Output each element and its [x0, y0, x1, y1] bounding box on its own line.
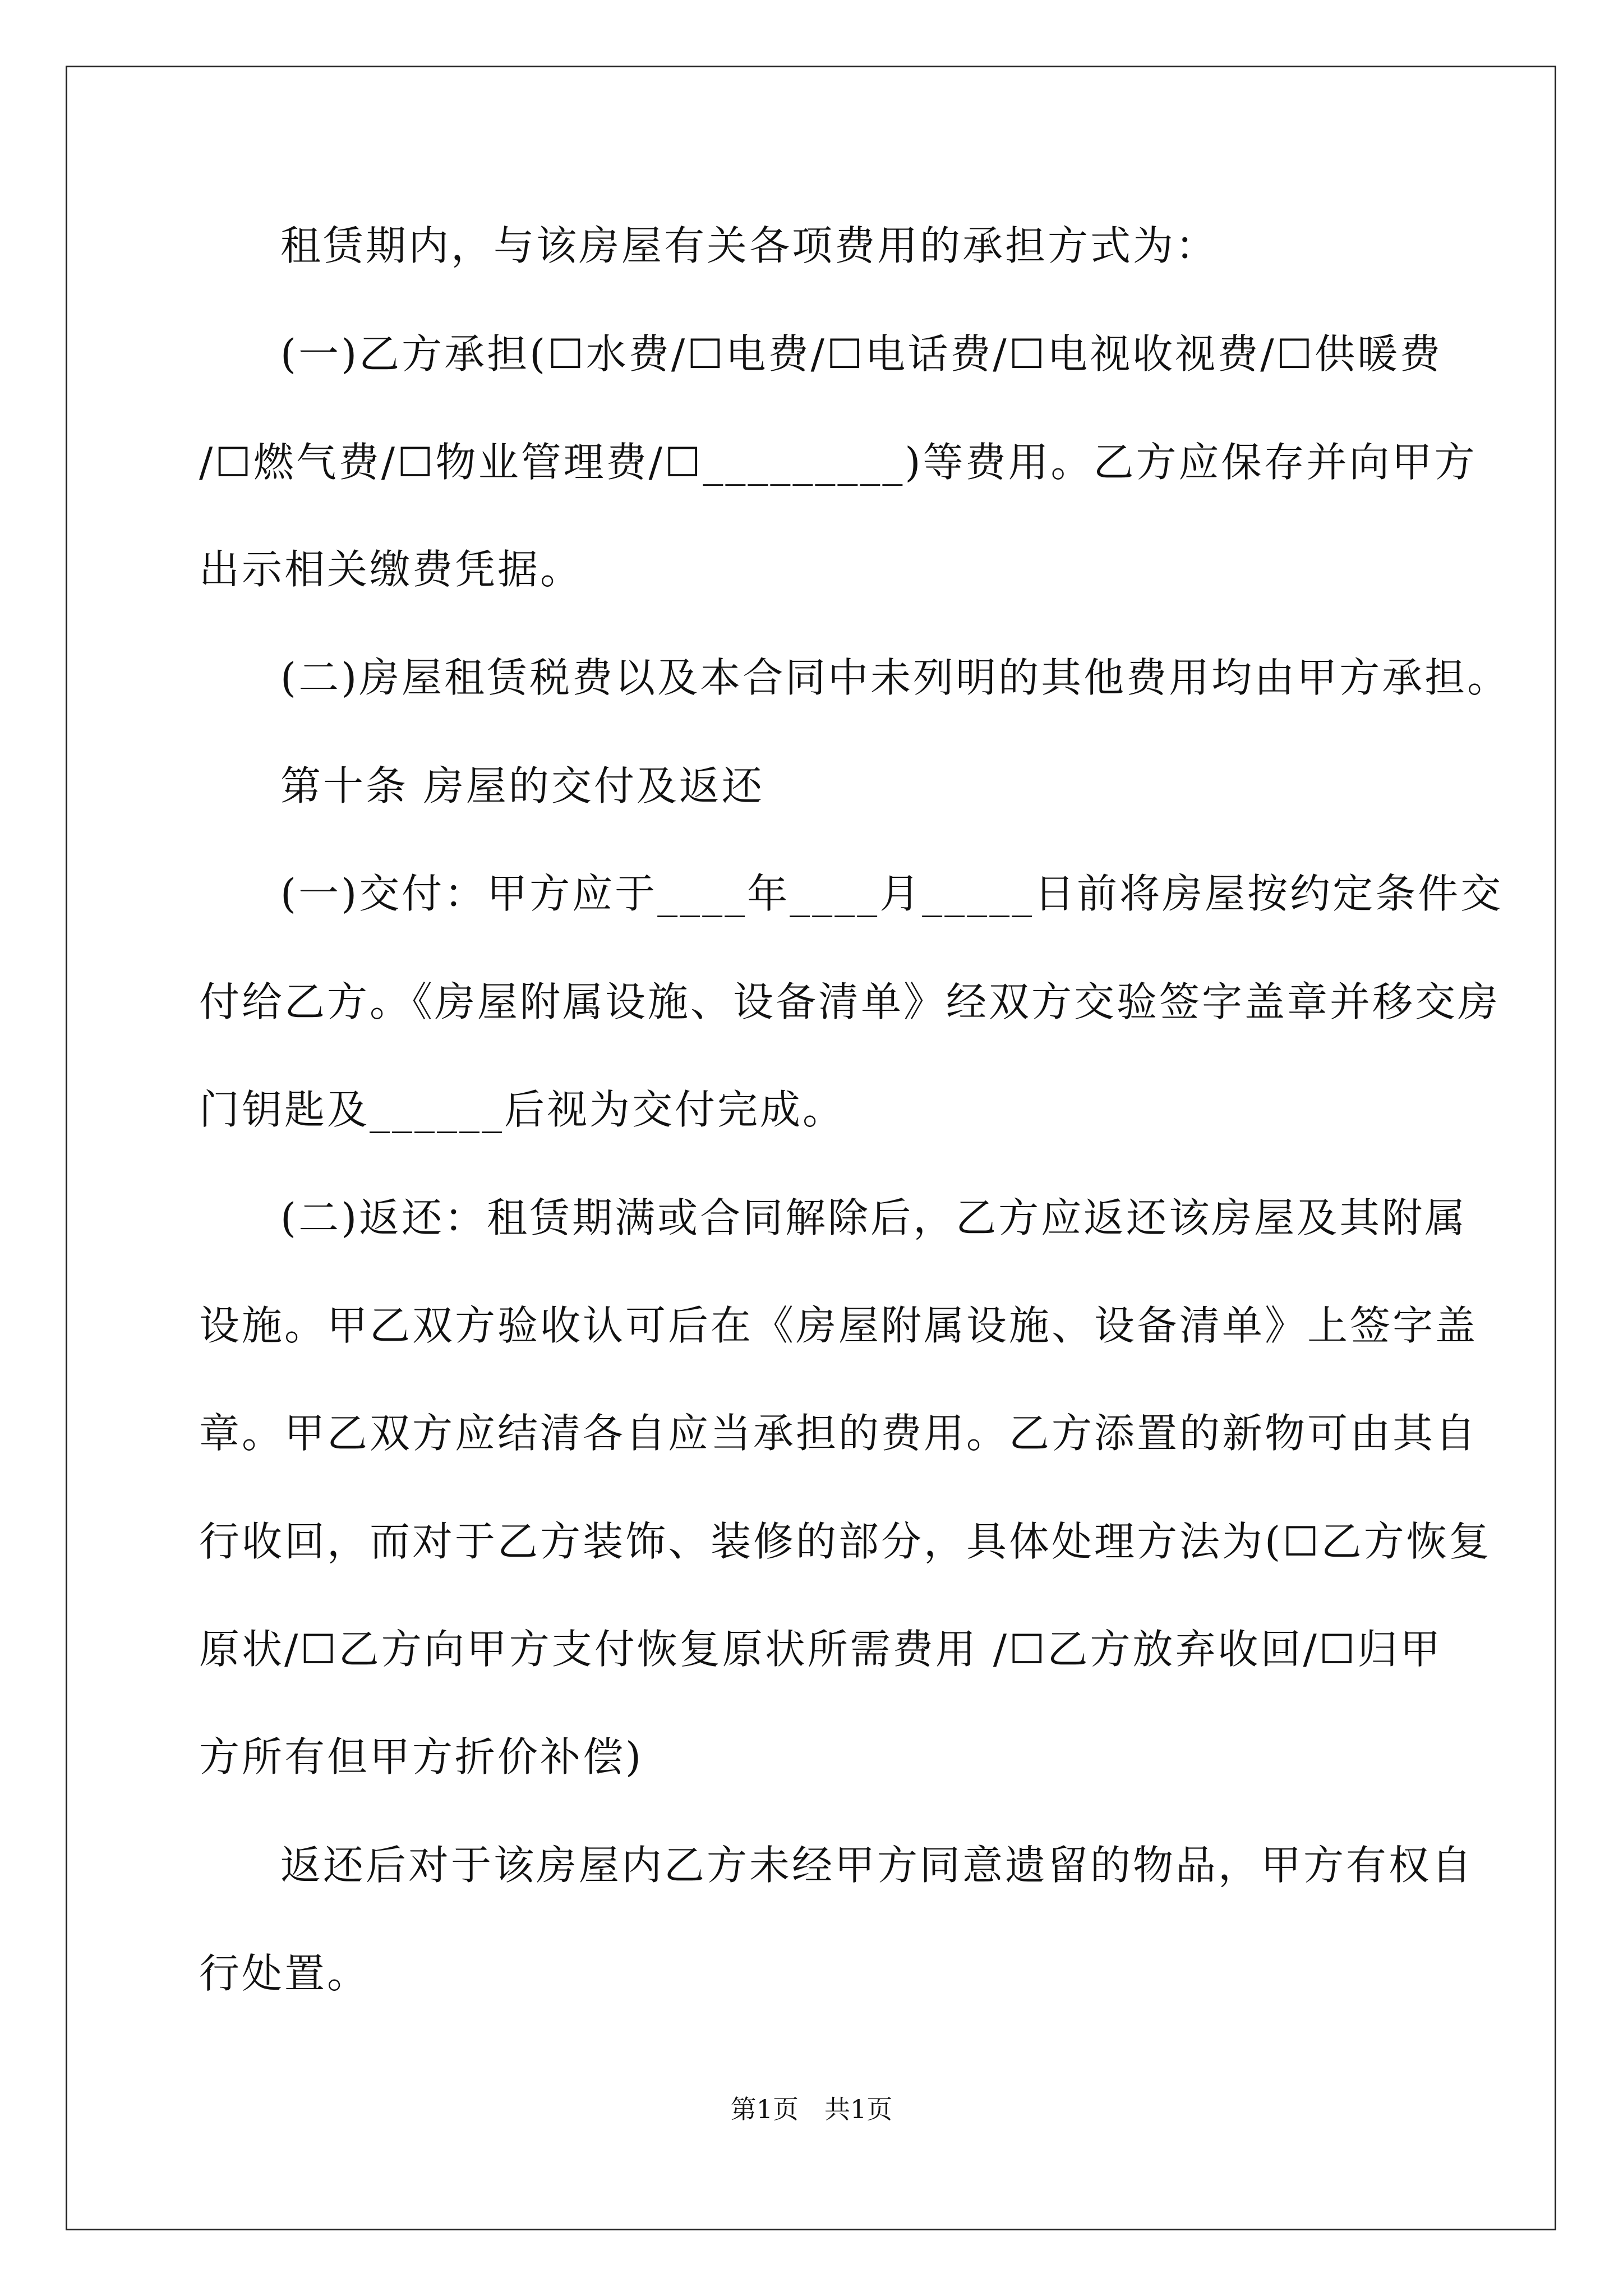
section-heading: 第十条 房屋的交付及返还 — [280, 762, 764, 809]
paragraph-line: (一)交付：甲方应于____年____月_____日前将房屋按约定条件交 — [280, 870, 1504, 917]
page-border — [66, 66, 1556, 2230]
paragraph-line: 原状/☐乙方向甲方支付恢复原状所需费用 /☐乙方放弃收回/☐归甲 — [199, 1626, 1443, 1673]
paragraph-line: (二)返还：租赁期满或合同解除后，乙方应返还该房屋及其附属 — [280, 1194, 1468, 1241]
paragraph-line: 方所有但甲方折价补偿) — [199, 1733, 644, 1780]
paragraph-line: 付给乙方。《房屋附属设施、设备清单》经双方交验签字盖章并移交房 — [199, 978, 1501, 1025]
paragraph-line: /☐燃气费/☐物业管理费/☐_________)等费用。乙方应保存并向甲方 — [199, 439, 1477, 486]
paragraph-line: 返还后对于该房屋内乙方未经甲方同意遗留的物品，甲方有权自 — [280, 1842, 1474, 1889]
paragraph-line: (二)房屋租赁税费以及本合同中未列明的其他费用均由甲方承担。 — [280, 654, 1510, 701]
paragraph-line: 门钥匙及______后视为交付完成。 — [199, 1086, 846, 1133]
paragraph-line: 行收回，而对于乙方装饰、装修的部分，具体处理方法为(☐乙方恢复 — [199, 1518, 1492, 1565]
paragraph-line: 行处置。 — [199, 1950, 370, 1997]
paragraph-line: 章。甲乙双方应结清各自应当承担的费用。乙方添置的新物可由其自 — [199, 1410, 1478, 1457]
paragraph-line: (一)乙方承担(☐水费/☐电费/☐电话费/☐电视收视费/☐供暖费 — [280, 330, 1443, 378]
paragraph-line: 租赁期内，与该房屋有关各项费用的承担方式为： — [280, 222, 1219, 269]
page-footer: 第1页 共1页 — [730, 2094, 893, 2124]
paragraph-line: 设施。甲乙双方验收认可后在《房屋附属设施、设备清单》上签字盖 — [199, 1302, 1478, 1349]
paragraph-line: 出示相关缴费凭据。 — [199, 546, 583, 593]
